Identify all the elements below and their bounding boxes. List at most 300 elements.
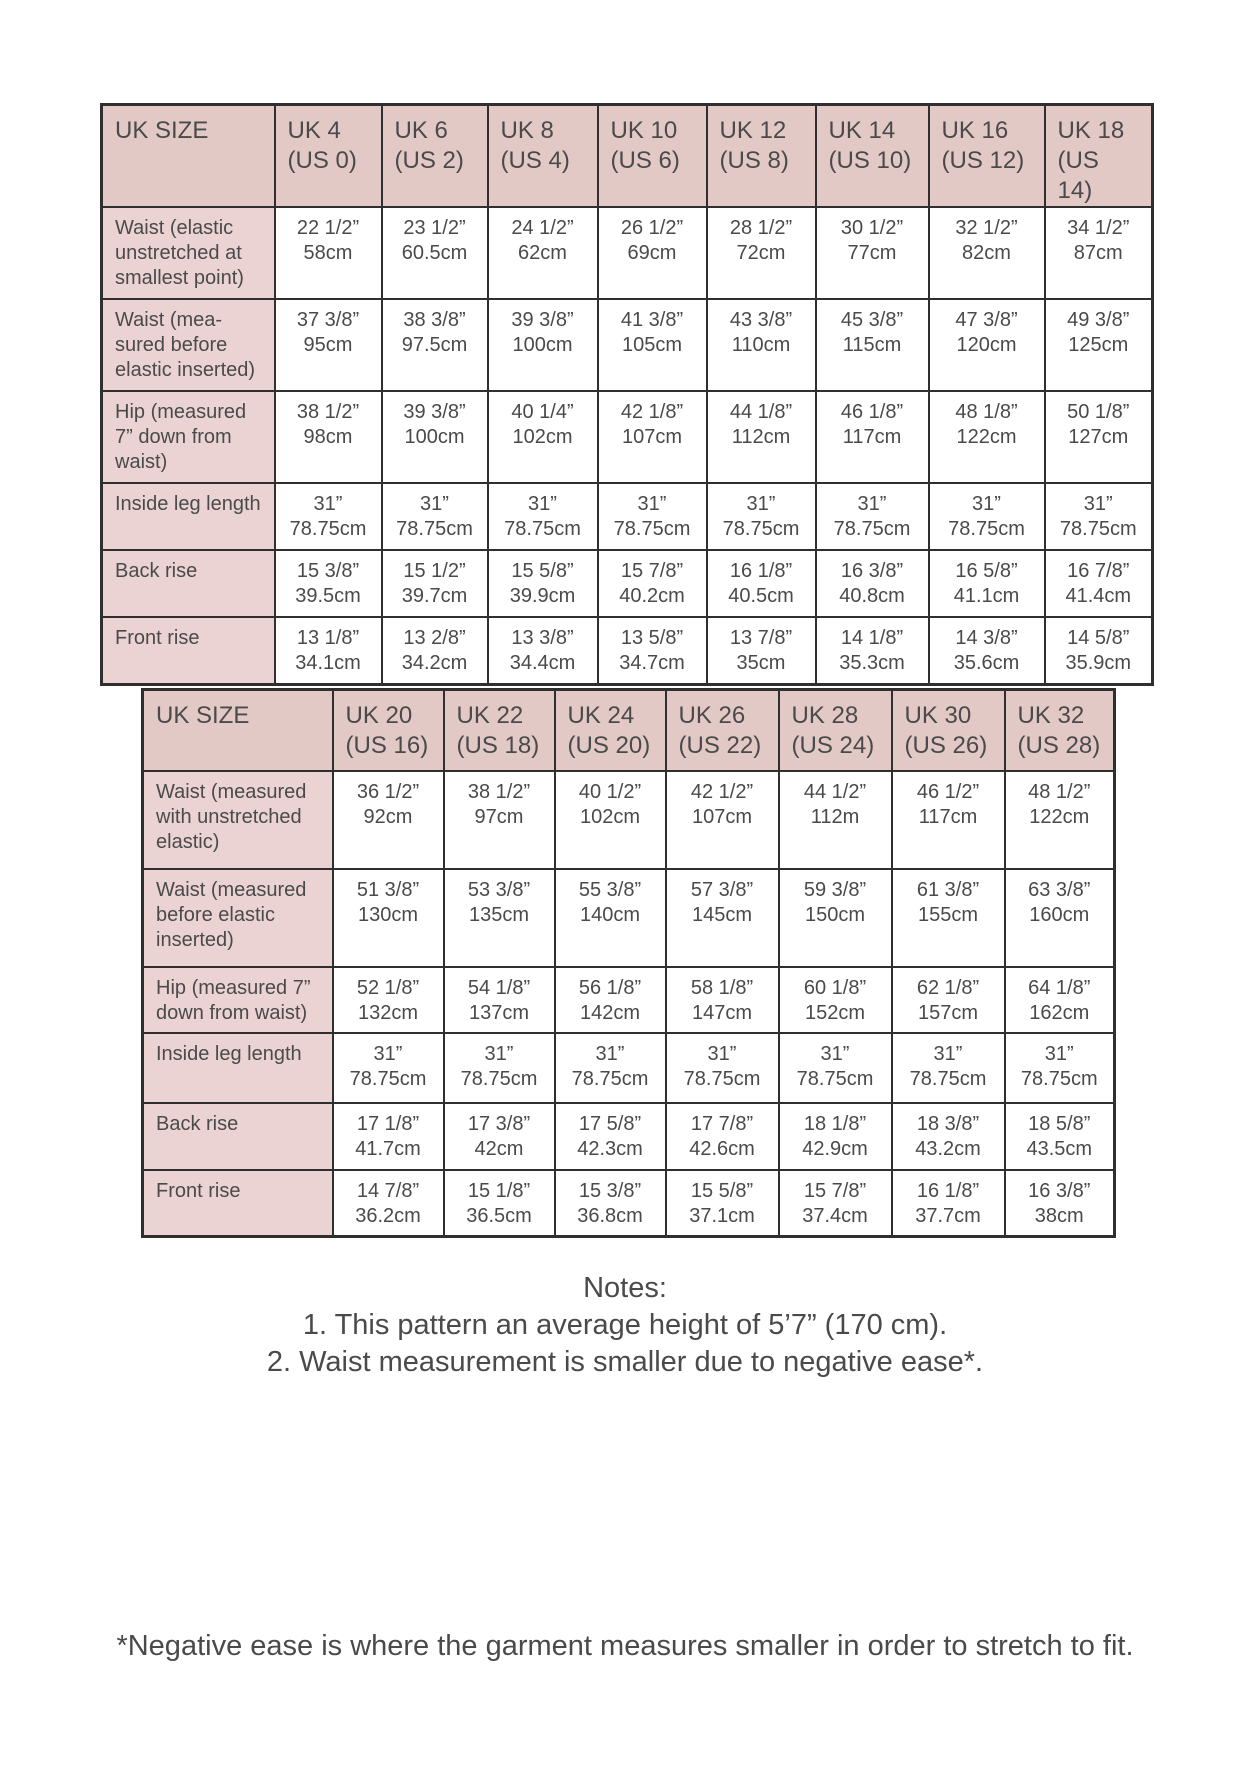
inch-value: 31” [373, 1042, 403, 1065]
value-cell [779, 1170, 892, 1237]
inch-value: 46 1/8” [840, 401, 904, 423]
value-cell [1005, 1033, 1115, 1103]
cm-value: 150cm [804, 903, 866, 926]
row-label: Hip (measured 7” down from waist) [102, 391, 275, 483]
value-cell [488, 550, 598, 617]
cm-value: 35.9cm [1065, 652, 1132, 674]
value-cell [666, 1103, 779, 1170]
cm-value: 82cm [962, 242, 1011, 264]
inch-value: 40 1/2” [578, 780, 642, 803]
inch-value: 17 1/8” [356, 1112, 420, 1135]
inch-value: 39 3/8” [403, 401, 466, 423]
cm-value: 117cm [842, 426, 902, 448]
us-size: (US 22) [678, 732, 762, 759]
value-cell [488, 483, 598, 550]
inch-value: 50 1/8” [1067, 401, 1130, 423]
value-cell [929, 483, 1045, 550]
inch-value: 56 1/8” [578, 976, 642, 999]
inch-value: 39 3/8” [511, 309, 574, 331]
value-cell [444, 1033, 555, 1103]
uk-size: UK 16 [941, 117, 1009, 144]
value-cell [1005, 771, 1115, 869]
cm-value: 107cm [621, 426, 683, 448]
inch-value: 53 3/8” [467, 878, 531, 901]
inch-value: 55 3/8” [578, 878, 642, 901]
value-cell [333, 771, 444, 869]
value-cell [333, 1103, 444, 1170]
inch-value: 13 2/8” [403, 627, 466, 649]
size-header [598, 105, 707, 208]
value-cell [1045, 207, 1153, 299]
inch-value: 60 1/8” [803, 976, 867, 999]
value-cell [707, 617, 816, 684]
table-row [102, 391, 1153, 483]
inch-value: 31” [857, 493, 887, 515]
table-row [102, 483, 1153, 550]
inch-value: 46 1/2” [916, 780, 980, 803]
inch-value: 42 1/8” [620, 401, 684, 423]
value-cell [816, 299, 929, 391]
value-cell [892, 869, 1005, 967]
value-cell [333, 869, 444, 967]
us-size: (US 10) [828, 147, 912, 174]
uk-size: UK 4 [287, 117, 341, 144]
value-cell [707, 550, 816, 617]
table-row [102, 207, 1153, 299]
cm-value: 34.7cm [619, 652, 685, 674]
notes-title: Notes: [583, 1272, 667, 1304]
us-size: (US 0) [287, 147, 357, 174]
us-size: (US 6) [610, 147, 680, 174]
inch-value: 17 7/8” [690, 1112, 754, 1135]
cm-value: 78.75cm [683, 1067, 761, 1090]
inch-value: 62 1/8” [916, 976, 980, 999]
row-label: Waist (mea-sured before elastic inserted) [102, 299, 275, 391]
cm-value: 78.75cm [833, 518, 911, 540]
value-cell [779, 967, 892, 1033]
cm-value: 40.8cm [839, 585, 905, 607]
value-cell [666, 1170, 779, 1237]
row-label: Back rise [143, 1103, 333, 1170]
cm-value: 34.2cm [401, 652, 468, 674]
row-label: Waist (measured before elastic inserted) [143, 869, 333, 967]
size-header [488, 105, 598, 208]
inch-value: 36 1/2” [356, 780, 420, 803]
table-row [143, 967, 1115, 1033]
value-cell [382, 550, 488, 617]
size-header [816, 105, 929, 208]
value-cell [779, 869, 892, 967]
value-cell [598, 391, 707, 483]
value-cell [555, 1033, 666, 1103]
cm-value: 95cm [303, 334, 353, 356]
value-cell [892, 1103, 1005, 1170]
size-header [444, 690, 555, 771]
size-header [555, 690, 666, 771]
inch-value: 38 1/2” [296, 401, 360, 423]
cm-value: 78.75cm [613, 518, 691, 540]
cm-value: 72cm [736, 242, 786, 264]
us-size: (US 28) [1017, 732, 1101, 759]
value-cell [707, 207, 816, 299]
size-chart-table-uk20-32 [141, 688, 1116, 1238]
cm-value: 39.7cm [401, 585, 468, 607]
cm-value: 36.5cm [466, 1204, 532, 1227]
uk-size: UK 14 [828, 117, 896, 144]
cm-value: 41.1cm [953, 585, 1020, 607]
cm-value: 78.75cm [504, 518, 581, 540]
cm-value: 162cm [1029, 1001, 1090, 1024]
table-row [102, 299, 1153, 391]
inch-value: 32 1/2” [955, 217, 1018, 239]
value-cell [598, 207, 707, 299]
inch-value: 31” [484, 1042, 514, 1065]
cm-value: 120cm [956, 334, 1017, 356]
notes-section [0, 1270, 1250, 1381]
inch-value: 42 1/2” [690, 780, 754, 803]
value-cell [1045, 483, 1153, 550]
cm-value: 115cm [842, 334, 902, 356]
inch-value: 48 1/8” [955, 401, 1018, 423]
cm-value: 40.2cm [619, 585, 685, 607]
size-header [333, 690, 444, 771]
inch-value: 31” [528, 493, 557, 515]
inch-value: 31” [746, 493, 776, 515]
uk-size: UK 26 [678, 702, 746, 729]
value-cell [892, 771, 1005, 869]
cm-value: 147cm [691, 1001, 753, 1024]
us-size: (US 14) [1057, 147, 1099, 204]
value-cell [382, 483, 488, 550]
us-size: (US 16) [345, 732, 429, 759]
cm-value: 145cm [691, 903, 753, 926]
inch-value: 30 1/2” [840, 217, 904, 239]
size-chart-table-uk4-18 [100, 103, 1154, 686]
inch-value: 17 5/8” [578, 1112, 642, 1135]
uk-size: UK 20 [345, 702, 413, 729]
value-cell [488, 299, 598, 391]
header-label: UK SIZE [143, 690, 333, 771]
header-label: UK SIZE [102, 105, 275, 208]
cm-value: 41.4cm [1065, 585, 1132, 607]
uk-size: UK 8 [500, 117, 554, 144]
cm-value: 78.75cm [571, 1067, 649, 1090]
uk-size: UK 10 [610, 117, 678, 144]
inch-value: 15 3/8” [296, 560, 360, 582]
header-row [143, 690, 1115, 771]
value-cell [598, 483, 707, 550]
cm-value: 130cm [357, 903, 419, 926]
value-cell [929, 617, 1045, 684]
table-row [143, 771, 1115, 869]
value-cell [892, 1170, 1005, 1237]
us-size: (US 18) [456, 732, 540, 759]
inch-value: 37 3/8” [296, 309, 360, 331]
inch-value: 51 3/8” [356, 878, 420, 901]
cm-value: 42.9cm [802, 1137, 868, 1160]
size-header [1005, 690, 1115, 771]
inch-value: 16 3/8” [840, 560, 904, 582]
cm-value: 78.75cm [722, 518, 800, 540]
inch-value: 31” [595, 1042, 625, 1065]
value-cell [929, 391, 1045, 483]
value-cell [929, 207, 1045, 299]
row-label: Waist (elastic unstretched at smallest point) [102, 207, 275, 299]
value-cell [666, 771, 779, 869]
value-cell [779, 1103, 892, 1170]
value-cell [275, 550, 382, 617]
size-header [666, 690, 779, 771]
value-cell [488, 207, 598, 299]
inch-value: 13 1/8” [296, 627, 360, 649]
us-size: (US 24) [791, 732, 875, 759]
value-cell [1005, 1170, 1115, 1237]
cm-value: 132cm [357, 1001, 419, 1024]
inch-value: 17 3/8” [467, 1112, 531, 1135]
value-cell [275, 617, 382, 684]
inch-value: 48 1/2” [1028, 780, 1091, 803]
us-size: (US 8) [719, 147, 789, 174]
value-cell [1045, 617, 1153, 684]
value-cell [555, 1103, 666, 1170]
inch-value: 15 7/8” [803, 1179, 867, 1202]
size-header [892, 690, 1005, 771]
value-cell [1005, 1103, 1115, 1170]
us-size: (US 4) [500, 147, 570, 174]
value-cell [488, 391, 598, 483]
inch-value: 57 3/8” [690, 878, 754, 901]
value-cell [333, 1033, 444, 1103]
value-cell [816, 617, 929, 684]
note-line: 2. Waist measurement is smaller due to negative ease*. [266, 1346, 984, 1378]
cm-value: 92cm [363, 805, 413, 828]
note-line: 1. This pattern an average height of 5’7” (170 cm). [302, 1309, 948, 1341]
value-cell [816, 391, 929, 483]
cm-value: 78.75cm [396, 518, 473, 540]
cm-value: 97.5cm [401, 334, 468, 356]
inch-value: 31” [933, 1042, 963, 1065]
cm-value: 107cm [691, 805, 753, 828]
row-label: Front rise [102, 617, 275, 684]
uk-size: UK 30 [904, 702, 972, 729]
cm-value: 35.3cm [839, 652, 905, 674]
inch-value: 16 7/8” [1067, 560, 1130, 582]
inch-value: 23 1/2” [403, 217, 466, 239]
cm-value: 78.75cm [349, 1067, 427, 1090]
value-cell [555, 967, 666, 1033]
inch-value: 43 3/8” [729, 309, 793, 331]
value-cell [598, 299, 707, 391]
cm-value: 105cm [621, 334, 683, 356]
cm-value: 42.3cm [577, 1137, 643, 1160]
cm-value: 36.2cm [355, 1204, 421, 1227]
value-cell [444, 869, 555, 967]
cm-value: 112m [810, 805, 860, 828]
inch-value: 31” [820, 1042, 850, 1065]
inch-value: 31” [637, 493, 667, 515]
value-cell [816, 550, 929, 617]
size-header [275, 105, 382, 208]
inch-value: 13 3/8” [511, 627, 574, 649]
cm-value: 160cm [1029, 903, 1090, 926]
value-cell [666, 1033, 779, 1103]
row-label: Inside leg length [143, 1033, 333, 1103]
inch-value: 14 7/8” [356, 1179, 420, 1202]
inch-value: 18 3/8” [916, 1112, 980, 1135]
uk-size: UK 28 [791, 702, 859, 729]
cm-value: 39.9cm [509, 585, 576, 607]
inch-value: 18 5/8” [1028, 1112, 1091, 1135]
value-cell [444, 1170, 555, 1237]
cm-value: 152cm [804, 1001, 866, 1024]
inch-value: 64 1/8” [1028, 976, 1091, 999]
table-row [143, 1170, 1115, 1237]
cm-value: 69cm [627, 242, 677, 264]
value-cell [555, 869, 666, 967]
inch-value: 59 3/8” [803, 878, 867, 901]
cm-value: 34.4cm [509, 652, 576, 674]
size-header [929, 105, 1045, 208]
cm-value: 37.4cm [802, 1204, 868, 1227]
cm-value: 78.75cm [1020, 1067, 1098, 1090]
uk-size: UK 12 [719, 117, 787, 144]
inch-value: 63 3/8” [1028, 878, 1091, 901]
cm-value: 41.7cm [355, 1137, 421, 1160]
inch-value: 26 1/2” [620, 217, 684, 239]
value-cell [488, 617, 598, 684]
value-cell [1045, 299, 1153, 391]
value-cell [444, 771, 555, 869]
cm-value: 137cm [468, 1001, 530, 1024]
cm-value: 100cm [512, 334, 573, 356]
value-cell [275, 483, 382, 550]
cm-value: 77cm [847, 242, 897, 264]
value-cell [382, 617, 488, 684]
value-cell [598, 617, 707, 684]
value-cell [444, 1103, 555, 1170]
value-cell [275, 207, 382, 299]
row-label: Back rise [102, 550, 275, 617]
inch-value: 47 3/8” [955, 309, 1018, 331]
inch-value: 14 5/8” [1067, 627, 1130, 649]
cm-value: 100cm [404, 426, 465, 448]
size-header [382, 105, 488, 208]
value-cell [333, 1170, 444, 1237]
cm-value: 39.5cm [295, 585, 361, 607]
value-cell [779, 1033, 892, 1103]
value-cell [598, 550, 707, 617]
inch-value: 13 5/8” [620, 627, 684, 649]
cm-value: 140cm [579, 903, 641, 926]
cm-value: 97cm [474, 805, 524, 828]
cm-value: 142cm [579, 1001, 641, 1024]
value-cell [275, 391, 382, 483]
inch-value: 15 1/8” [467, 1179, 531, 1202]
cm-value: 102cm [512, 426, 573, 448]
value-cell [707, 391, 816, 483]
inch-value: 61 3/8” [916, 878, 980, 901]
value-cell [275, 299, 382, 391]
inch-value: 31” [972, 493, 1001, 515]
table-row [102, 550, 1153, 617]
value-cell [382, 391, 488, 483]
uk-size: UK 6 [394, 117, 448, 144]
inch-value: 15 5/8” [511, 560, 574, 582]
footnote: *Negative ease is where the garment measures smaller in order to stretch to fit. [116, 1630, 1134, 1662]
cm-value: 78.75cm [948, 518, 1025, 540]
cm-value: 78.75cm [289, 518, 367, 540]
inch-value: 16 5/8” [955, 560, 1018, 582]
cm-value: 37.1cm [689, 1204, 755, 1227]
inch-value: 49 3/8” [1067, 309, 1130, 331]
cm-value: 135cm [468, 903, 530, 926]
cm-value: 157cm [917, 1001, 979, 1024]
us-size: (US 20) [567, 732, 651, 759]
cm-value: 43.2cm [915, 1137, 981, 1160]
inch-value: 16 1/8” [916, 1179, 980, 1202]
value-cell [779, 771, 892, 869]
us-size: (US 2) [394, 147, 464, 174]
table-row [102, 617, 1153, 684]
cm-value: 117cm [918, 805, 978, 828]
inch-value: 22 1/2” [296, 217, 360, 239]
row-label: Hip (measured 7” down from waist) [143, 967, 333, 1033]
row-label: Inside leg length [102, 483, 275, 550]
cm-value: 112cm [731, 426, 791, 448]
inch-value: 15 5/8” [690, 1179, 754, 1202]
uk-size: UK 32 [1017, 702, 1085, 729]
cm-value: 87cm [1073, 242, 1123, 264]
inch-value: 31” [1044, 1042, 1074, 1065]
cm-value: 42cm [474, 1137, 524, 1160]
cm-value: 102cm [579, 805, 641, 828]
inch-value: 31” [707, 1042, 737, 1065]
inch-value: 15 3/8” [578, 1179, 642, 1202]
cm-value: 40.5cm [728, 585, 794, 607]
inch-value: 31” [420, 493, 449, 515]
value-cell [666, 869, 779, 967]
value-cell [1005, 967, 1115, 1033]
cm-value: 62cm [518, 242, 567, 264]
cm-value: 98cm [303, 426, 353, 448]
value-cell [1045, 391, 1153, 483]
inch-value: 54 1/8” [467, 976, 531, 999]
header-row [102, 105, 1153, 208]
cm-value: 155cm [917, 903, 979, 926]
value-cell [382, 207, 488, 299]
cm-value: 36.8cm [577, 1204, 643, 1227]
inch-value: 45 3/8” [840, 309, 904, 331]
value-cell [816, 483, 929, 550]
inch-value: 15 7/8” [620, 560, 684, 582]
size-header [707, 105, 816, 208]
inch-value: 13 7/8” [729, 627, 793, 649]
inch-value: 58 1/8” [690, 976, 754, 999]
value-cell [555, 1170, 666, 1237]
cm-value: 127cm [1068, 426, 1129, 448]
cm-value: 122cm [1029, 805, 1090, 828]
cm-value: 35.6cm [953, 652, 1020, 674]
inch-value: 44 1/2” [803, 780, 867, 803]
inch-value: 40 1/4” [511, 401, 574, 423]
value-cell [382, 299, 488, 391]
inch-value: 34 1/2” [1067, 217, 1130, 239]
cm-value: 37.7cm [915, 1204, 981, 1227]
inch-value: 52 1/8” [356, 976, 420, 999]
value-cell [707, 483, 816, 550]
inch-value: 15 1/2” [403, 560, 466, 582]
value-cell [892, 967, 1005, 1033]
